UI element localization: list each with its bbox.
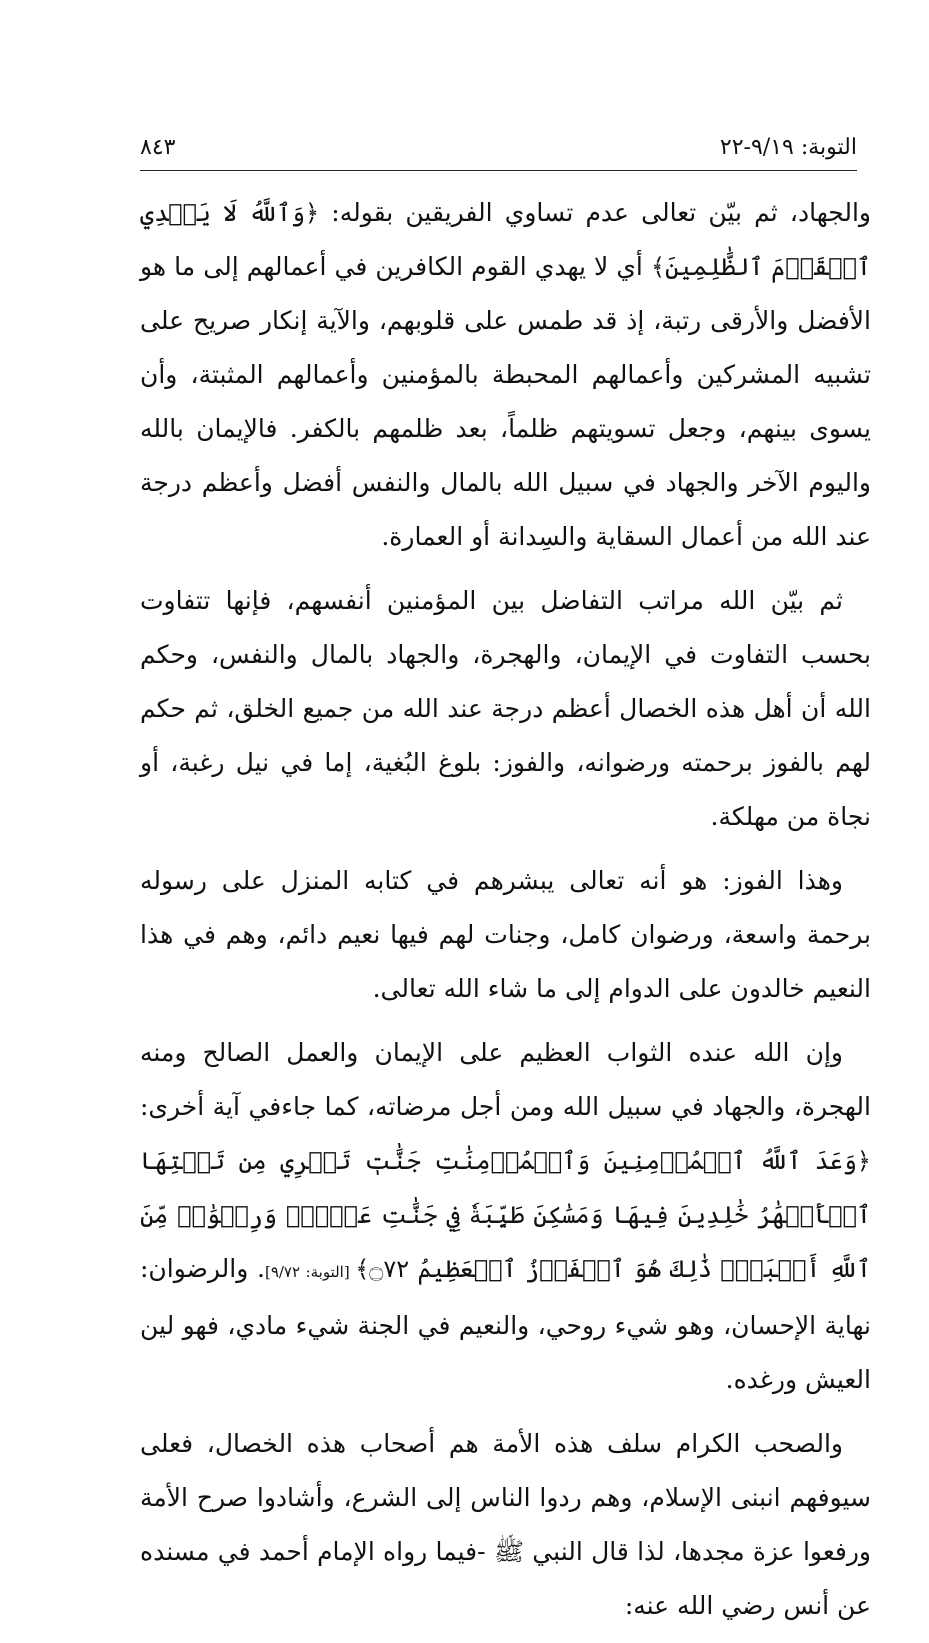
- paragraph-1: [140, 186, 871, 564]
- quran-verse: ﴿وَعَدَ ٱللَّهُ ٱلۡمُؤۡمِنِينَ وَٱلۡمُؤۡمِنَٰتِ جَنَّٰتٖ تَجۡرِي مِن تَحۡتِهَا ٱلۡأَنۡهَٰرُ خَٰلِدِينَ فِيهَا وَمَسَٰكِنَ طَيِّبَةٗ فِي جَنَّٰتِ عَدۡنٖۚ وَرِضۡوَٰنٞ مِّنَ ٱللَّهِ أَكۡبَرُۚ ذَٰلِكَ هُوَ ٱلۡفَوۡزُ ٱلۡعَظِيمُ ۝٧٢﴾: [140, 1147, 871, 1283]
- paragraph-3: وهذا الفوز: هو أنه تعالى يبشرهم في كتابه المنزل على رسوله برحمة واسعة، ورضوان كامل، وجنات لهم فيها نعيم دائم، وهم في هذا النعيم خالدون على الدوام إلى ما شاء الله تعالى.: [140, 866, 871, 1003]
- paragraph-text: والجهاد، ثم بيّن تعالى عدم تساوي الفريقين بقوله:: [319, 198, 872, 227]
- quran-verse: ﴿وَٱللَّهُ لَا يَهۡدِي ٱلۡقَوۡمَ ٱلظَّٰلِمِينَ﴾: [140, 199, 871, 281]
- paragraph-text: . والرضوان: نهاية الإحسان، وهو شيء روحي، والنعيم في الجنة شيء مادي، فهو لين العيش ورغده.: [140, 1254, 871, 1394]
- page-body: [140, 186, 871, 1643]
- verse-reference: [التوبة: ٩/٧٢]: [264, 1263, 356, 1281]
- page-number: ٨٤٣: [140, 134, 176, 160]
- running-header: [140, 130, 857, 164]
- paragraph-text: أي لا يهدي القوم الكافرين في أعمالهم إلى ما هو الأفضل والأرقى رتبة، إذ قد طمس على قلوبهم، والآية إنكار صريح على تشبيه المشركين وأعمالهم المحبطة بالمؤمنين وأعمالهم المثبتة، وأن يسوى بينهم، وجعل تسويتهم ظلماً، بعد ظلمهم بالكفر. فالإيمان بالله واليوم الآخر والجهاد في سبيل الله بالمال والنفس أفضل وأعظم درجة عند الله من أعمال السقاية والسِدانة أو العمارة.: [140, 252, 871, 551]
- paragraph-text: وإن الله عنده الثواب العظيم على الإيمان والعمل الصالح ومنه الهجرة، والجهاد في سبيل الله ومن أجل مرضاته، كما جاءفي آية أخرى:: [140, 1038, 871, 1121]
- paragraph-5: والصحب الكرام سلف هذه الأمة هم أصحاب هذه الخصال، فعلى سيوفهم انبنى الإسلام، وهم ردوا الناس إلى الشرع، وأشادوا صرح الأمة ورفعوا عزة مجدها، لذا قال النبي ﷺ -فيما رواه الإمام أحمد في مسنده عن أنس رضي الله عنه:: [140, 1429, 871, 1620]
- surah-reference: التوبة: ٩/١٩-٢٢: [719, 134, 857, 160]
- paragraph-4: [140, 1026, 871, 1407]
- paragraph-2: ثم بيّن الله مراتب التفاضل بين المؤمنين أنفسهم، فإنها تتفاوت بحسب التفاوت في الإيمان، والهجرة، والجهاد بالمال والنفس، وحكم الله أن أهل هذه الخصال أعظم درجة عند الله من جميع الخلق، ثم حكم لهم بالفوز برحمته ورضوانه، والفوز: بلوغ البُغية، إما في نيل رغبة، أو نجاة من مهلكة.: [140, 586, 871, 831]
- header-rule: [140, 170, 857, 171]
